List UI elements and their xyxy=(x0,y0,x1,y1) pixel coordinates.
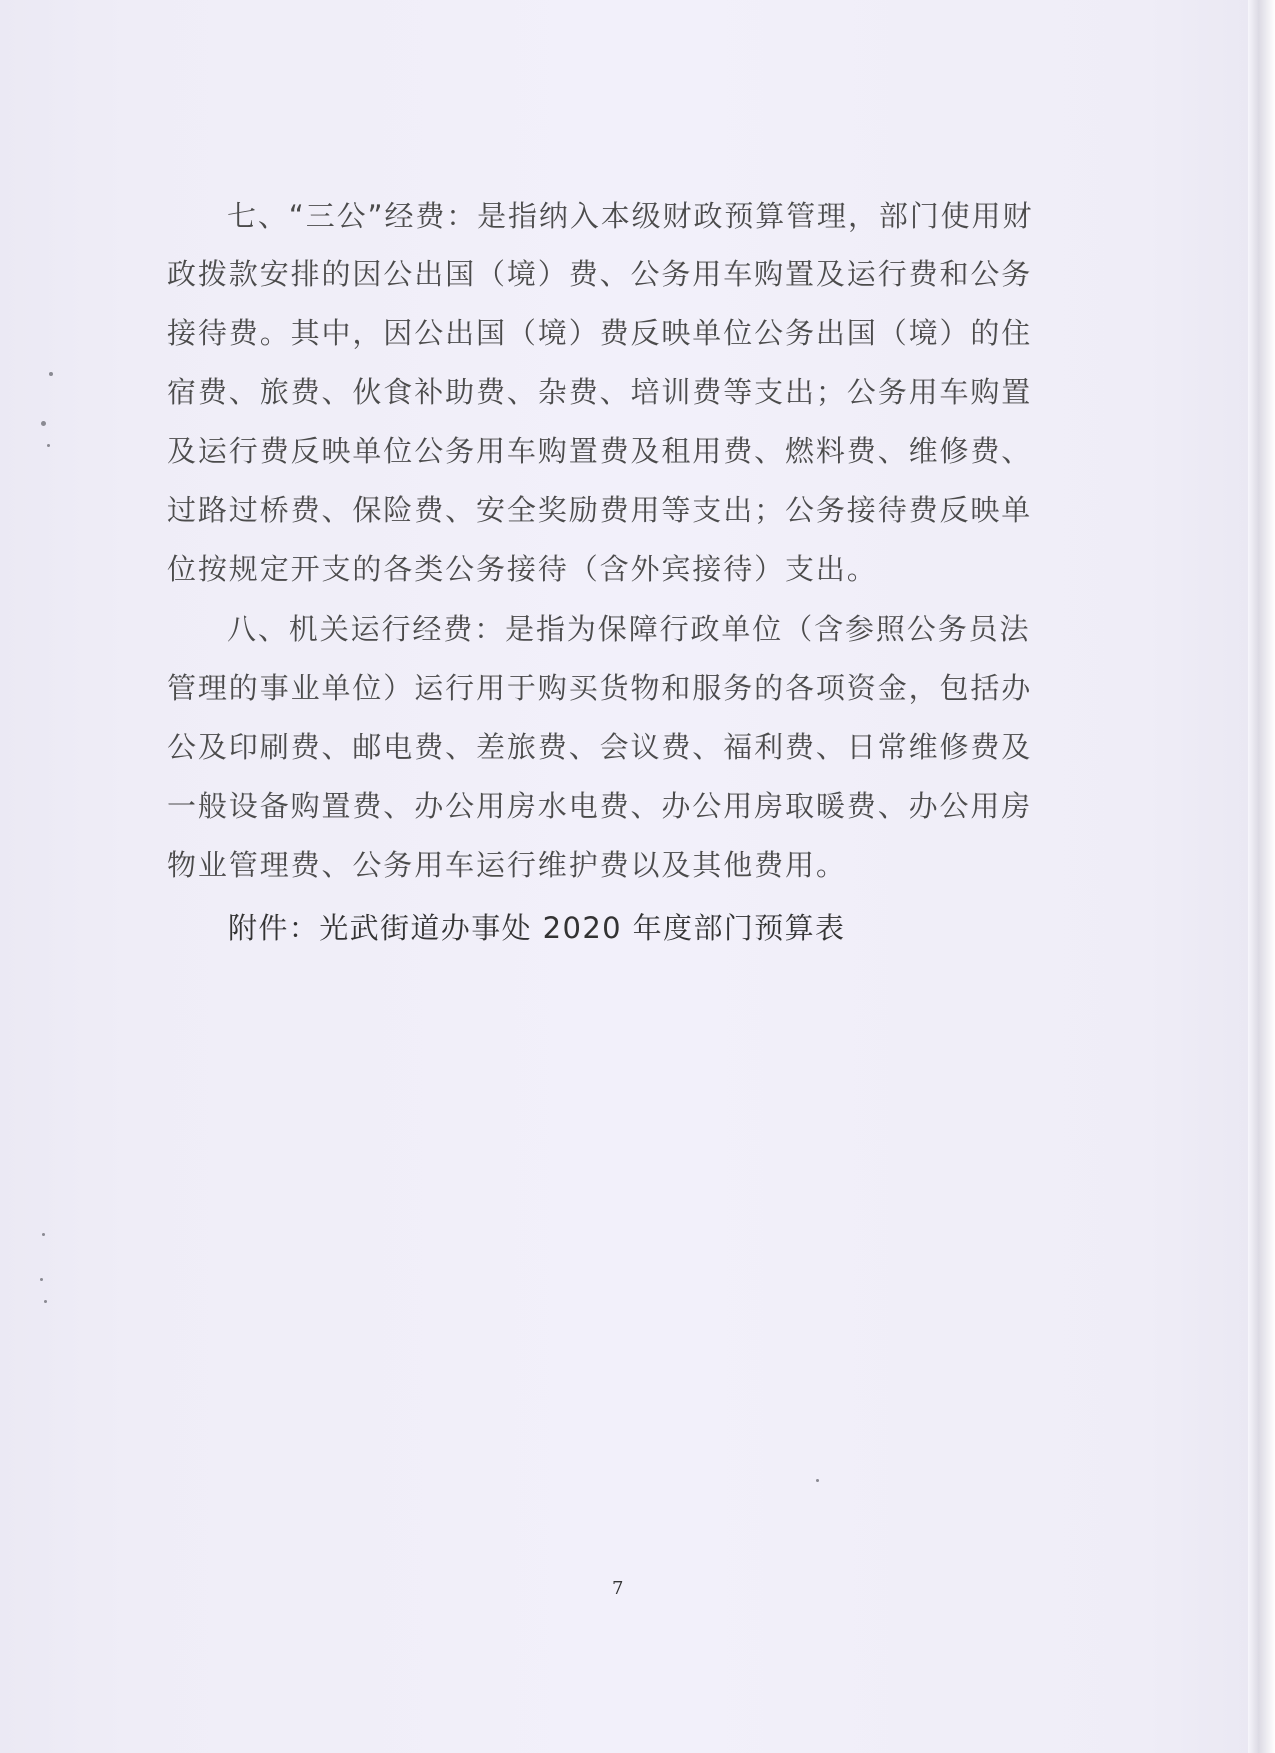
paragraph-8-line: 八、机关运行经费：是指为保障行政单位（含参照公务员法 xyxy=(227,612,1031,646)
scan-speck xyxy=(41,421,46,426)
paragraph-8-line: 管理的事业单位）运行用于购买货物和服务的各项资金，包括办 xyxy=(167,671,1033,705)
page-edge-shadow xyxy=(1248,0,1275,1753)
paragraph-7-line: 位按规定开支的各类公务接待（含外宾接待）支出。 xyxy=(167,552,878,586)
attachment-note: 附件：光武街道办事处 2020 年度部门预算表 xyxy=(228,911,846,945)
paragraph-7-line: 七、“三公”经费：是指纳入本级财政预算管理，部门使用财 xyxy=(227,199,1034,233)
paragraph-7-line: 政拨款安排的因公出国（境）费、公务用车购置及运行费和公务 xyxy=(167,257,1033,291)
paragraph-7-line: 宿费、旅费、伙食补助费、杂费、培训费等支出；公务用车购置 xyxy=(167,375,1033,409)
paragraph-8-line: 公及印刷费、邮电费、差旅费、会议费、福利费、日常维修费及 xyxy=(167,730,1033,764)
scan-speck xyxy=(47,444,50,447)
paragraph-7-line: 及运行费反映单位公务用车购置费及租用费、燃料费、维修费、 xyxy=(167,434,1033,468)
scan-speck xyxy=(40,1278,43,1281)
scan-speck xyxy=(42,1233,45,1236)
paragraph-8-line: 物业管理费、公务用车运行维护费以及其他费用。 xyxy=(167,848,847,882)
scan-speck xyxy=(49,372,53,376)
paragraph-8-line: 一般设备购置费、办公用房水电费、办公用房取暖费、办公用房 xyxy=(167,789,1033,823)
page-number: 7 xyxy=(612,1578,624,1599)
scan-speck xyxy=(816,1479,819,1482)
paragraph-7-line: 过路过桥费、保险费、安全奖励费用等支出；公务接待费反映单 xyxy=(167,493,1033,527)
scan-speck xyxy=(44,1300,47,1303)
paragraph-7-line: 接待费。其中，因公出国（境）费反映单位公务出国（境）的住 xyxy=(167,316,1033,350)
